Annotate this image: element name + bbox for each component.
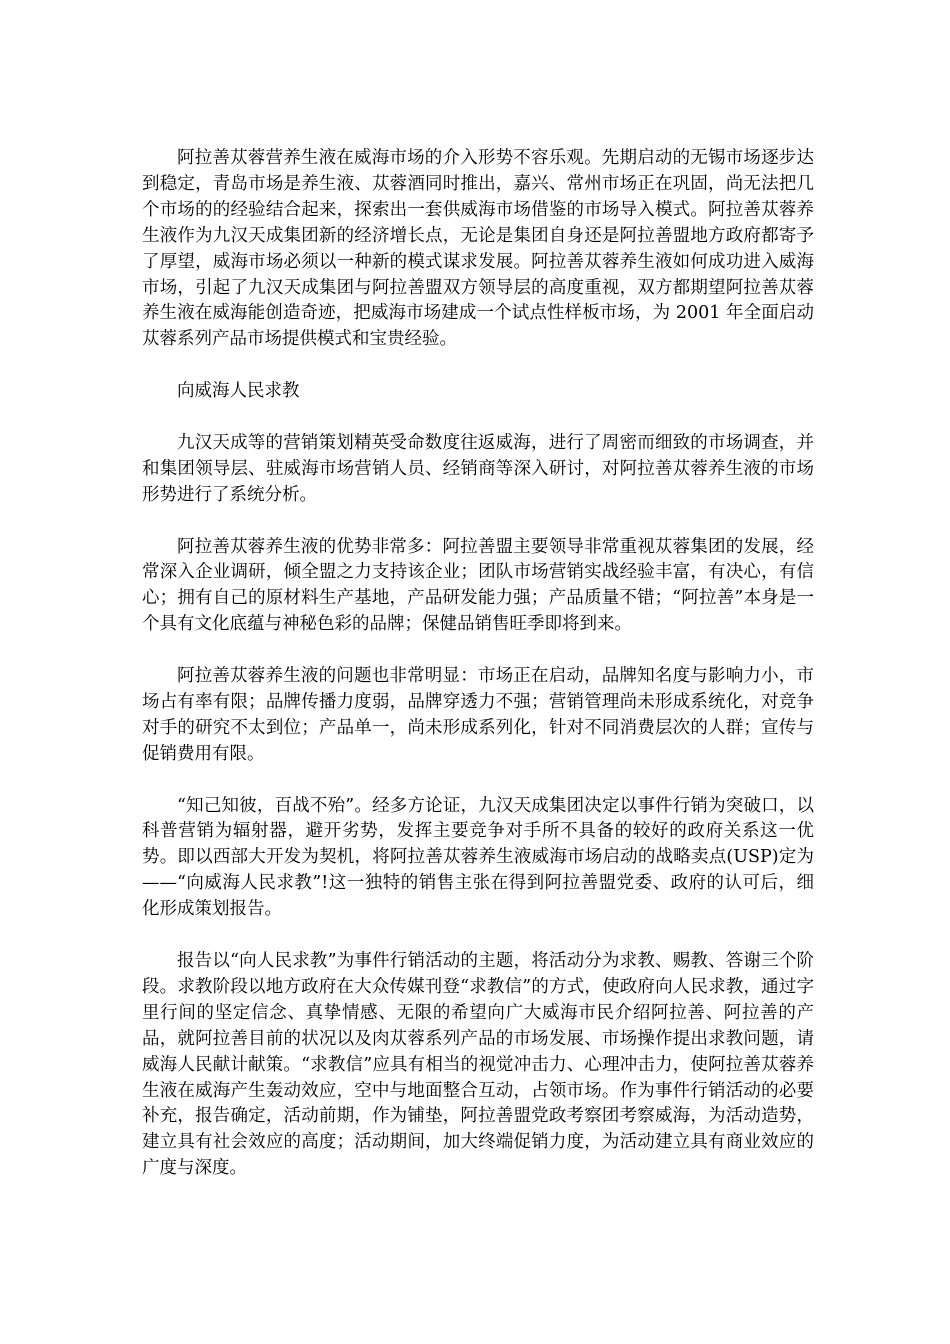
paragraph-strategy: “知己知彼，百战不殆”。经多方论证，九汉天成集团决定以事件行销为突破口，以科普营销为辐射器，避开劣势，发挥主要竞争对手所不具备的较好的政府关系这一优势。即以西部大开发为契机，将阿拉善苁蓉养生液威海市场启动的战略卖点(USP)定为——“向威海人民求教”!这一独特的销售主张在得到阿拉善盟党委、政府的认可后，细化形成策划报告。 (142, 795, 814, 920)
section-heading: 向威海人民求教 (177, 381, 300, 402)
paragraph-problems: 阿拉善苁蓉养生液的问题也非常明显：市场正在启动，品牌知名度与影响力小，市场占有率有限；品牌传播力度弱，品牌穿透力不强；营销管理尚未形成系统化，对竞争对手的研究不太到位；产品单一，尚未形成系列化，针对不同消费层次的人群；宣传与促销费用有限。 (142, 666, 814, 764)
paragraph-intro: 阿拉善苁蓉营养生液在威海市场的介入形势不容乐观。先期启动的无锡市场逐步达到稳定，青岛市场是养生液、苁蓉酒同时推出，嘉兴、常州市场正在巩固，尚无法把几个市场的的经验结合起来，探索出一套供威海市场借鉴的市场导入模式。阿拉善苁蓉养生液作为九汉天成集团新的经济增长点，无论是集团自身还是阿拉善盟地方政府都寄予了厚望，威海市场必须以一种新的模式谋求发展。阿拉善苁蓉养生液如何成功进入威海市场，引起了九汉天成集团与阿拉善盟双方领导层的高度重视，双方都期望阿拉善苁蓉养生液在威海能创造奇迹，把威海市场建成一个试点性样板市场，为 2001 年全面启动苁蓉系列产品市场提供模式和宝贵经验。 (142, 148, 814, 350)
paragraph-advantages: 阿拉善苁蓉养生液的优势非常多：阿拉善盟主要领导非常重视苁蓉集团的发展，经常深入企业调研，倾全盟之力支持该企业；团队市场营销实战经验丰富，有决心，有信心；拥有自己的原材料生产基地，产品研发能力强；产品质量不错；“阿拉善”本身是一个具有文化底蕴与神秘色彩的品牌；保健品销售旺季即将到来。 (142, 536, 814, 635)
paragraph-research: 九汉天成等的营销策划精英受命数度往返威海，进行了周密而细致的市场调查，并和集团领导层、驻威海市场营销人员、经销商等深入研讨，对阿拉善苁蓉养生液的市场形势进行了系统分析。 (142, 432, 814, 505)
paragraph-report: 报告以“向人民求教”为事件行销活动的主题，将活动分为求教、赐教、答谢三个阶段。求教阶段以地方政府在大众传媒刊登“求教信”的方式，使政府向人民求教，通过字里行间的坚定信念、真挚情感、无限的希望向广大威海市民介绍阿拉善、阿拉善的产品，就阿拉善目前的状况以及肉苁蓉系列产品的市场发展、市场操作提出求教问题，请威海人民献计献策。“求教信”应具有相当的视觉冲击力、心理冲击力，使阿拉善苁蓉养生液在威海产生轰动效应，空中与地面整合互动，占领市场。作为事件行销活动的必要补充，报告确定，活动前期，作为铺垫，阿拉善盟党政考察团考察威海，为活动造势，建立具有社会效应的高度；活动期间，加大终端促销力度，为活动建立具有商业效应的广度与深度。 (142, 951, 814, 1179)
document-body (142, 146, 814, 1208)
